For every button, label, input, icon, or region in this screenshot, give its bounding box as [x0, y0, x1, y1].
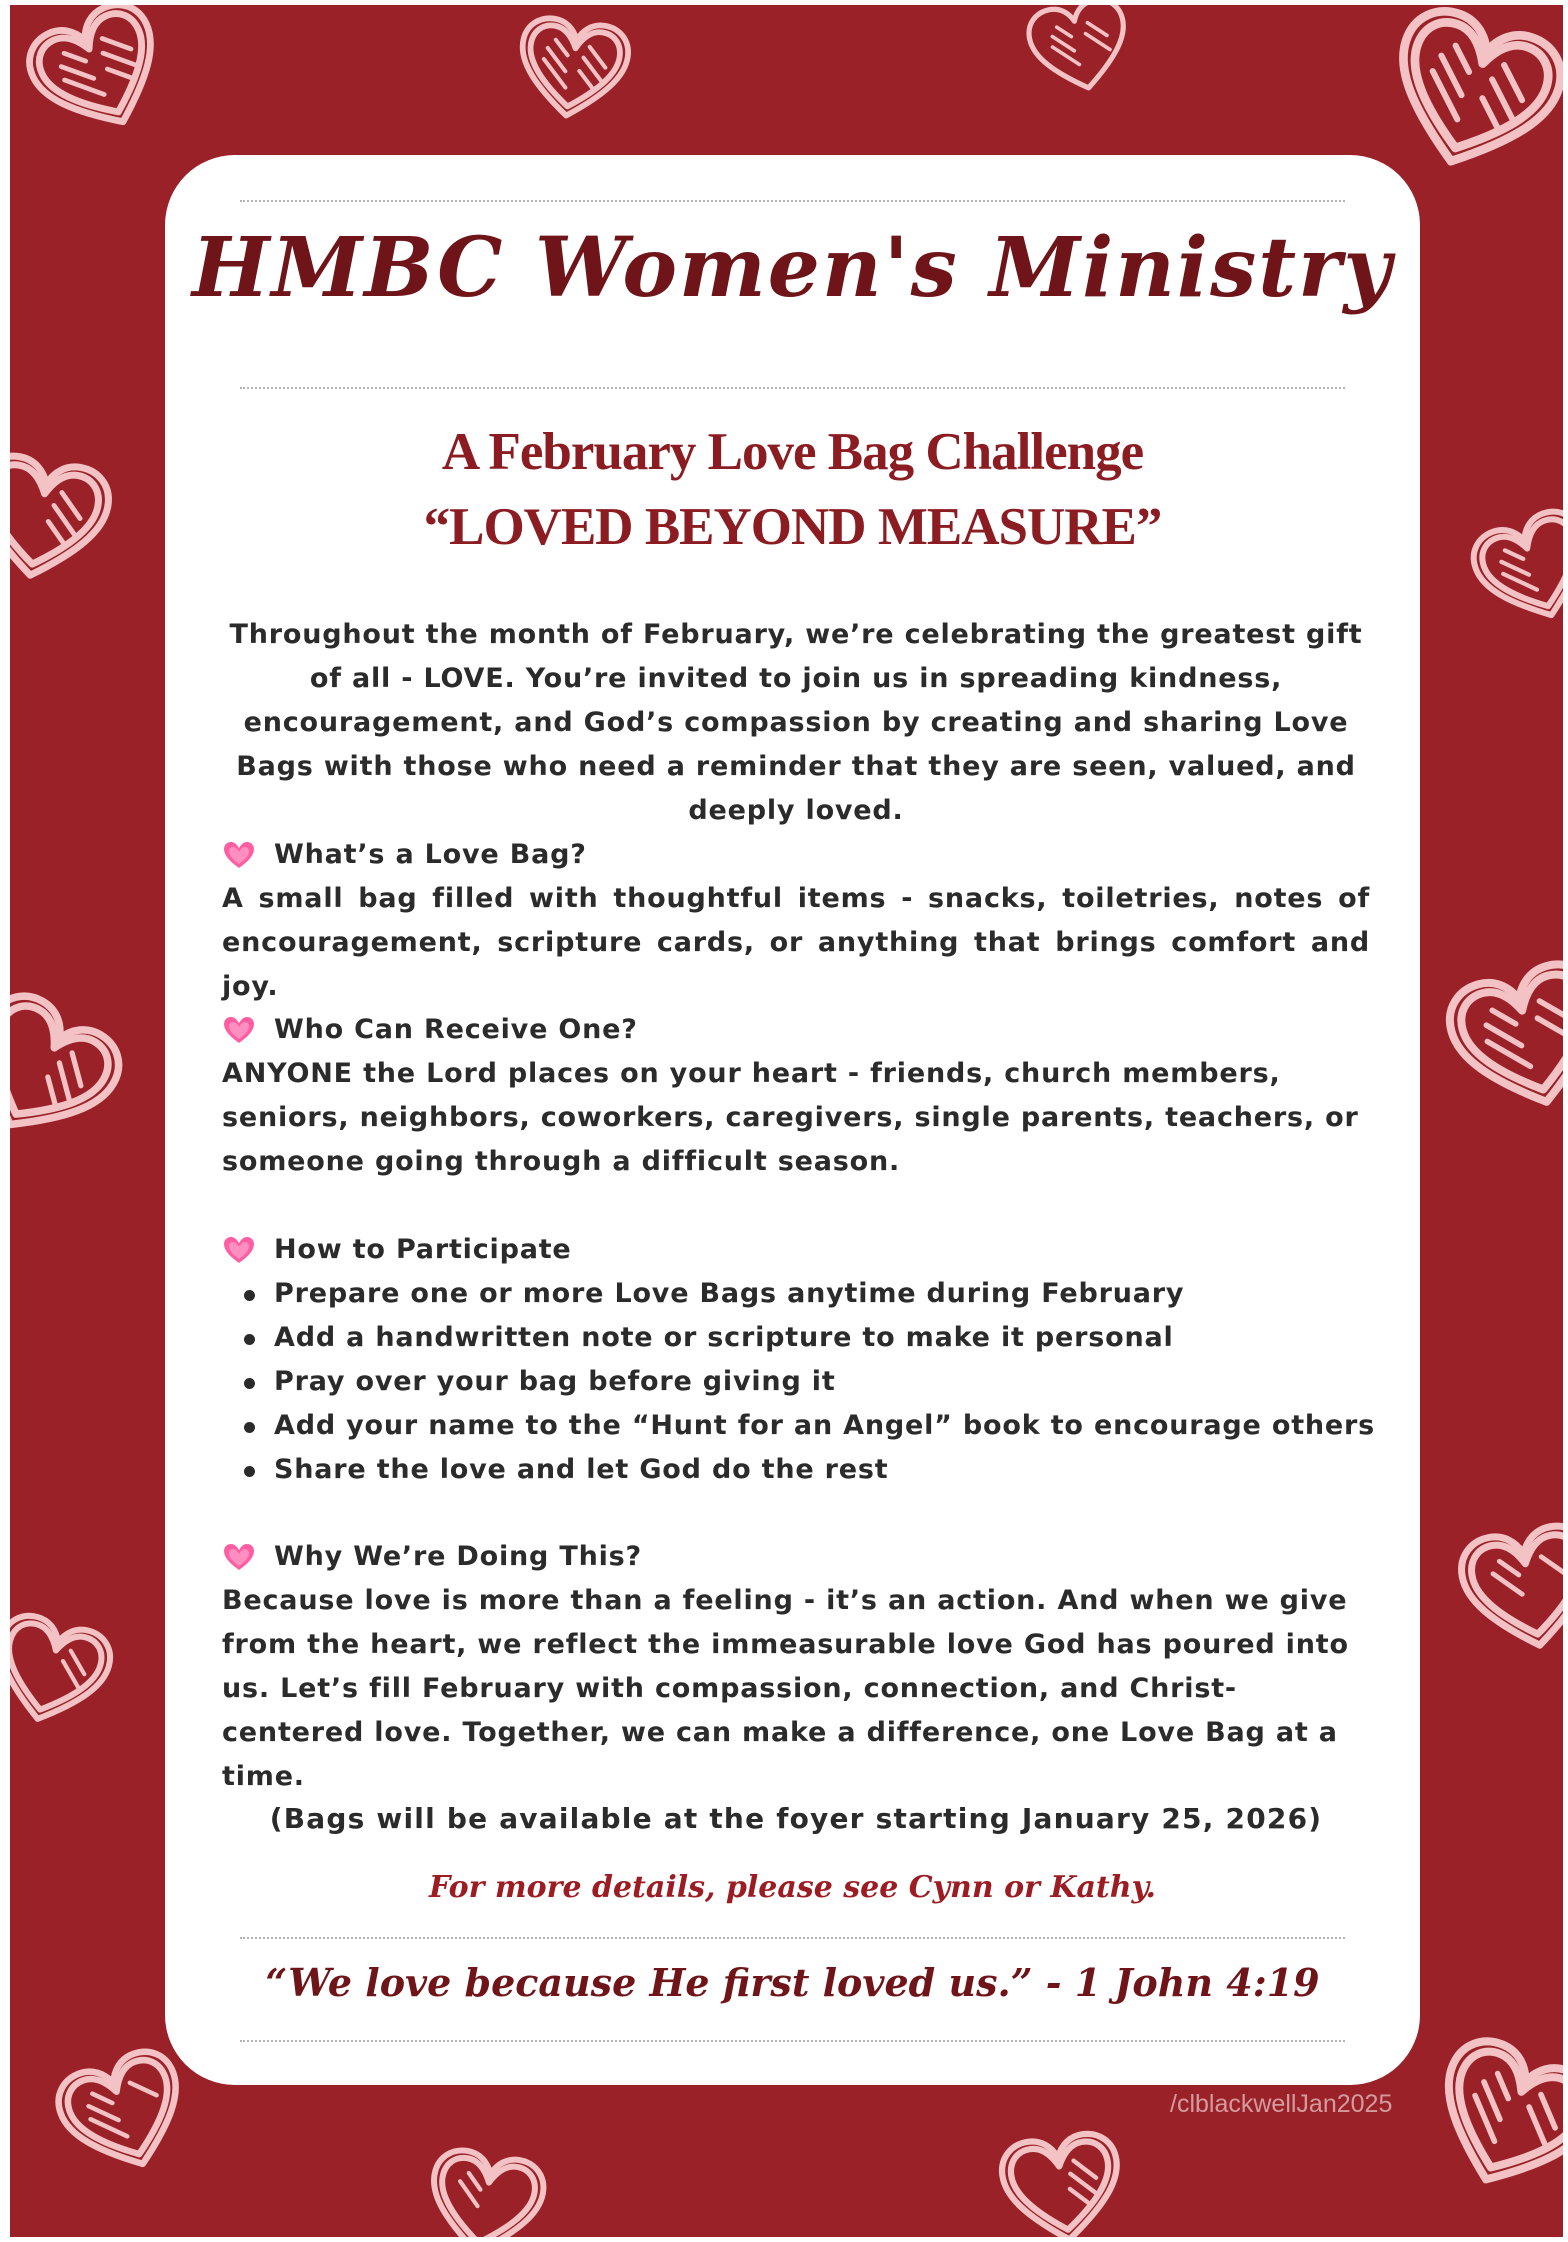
- section-why: [222, 1535, 1370, 1799]
- list-item-text: Add a handwritten note or scripture to make it personal: [274, 1322, 1174, 1353]
- section-text: A small bag filled with thoughtful items - snacks, toiletries, notes of encouragement, scripture cards, or anything that brings comfort and joy.: [222, 883, 1370, 1002]
- title-divider: [240, 387, 1345, 389]
- section-heading: [222, 1008, 1370, 1052]
- list-item-text: Share the love and let God do the rest: [274, 1454, 889, 1485]
- section-heading: [222, 1535, 1370, 1579]
- sketch-heart-icon: [1365, 5, 1563, 198]
- challenge-title-line1: A February Love Bag Challenge: [441, 423, 1144, 481]
- pink-heart-emoji-icon: [222, 1015, 256, 1045]
- intro-paragraph: Throughout the month of February, we’re celebrating the greatest gift of all - LOVE. You’re invited to join us in spreading kindness, encouragement, and God’s compassion by creating and sharing Love Bags with those who need a reminder that they are seen, valued, and deeply loved.: [229, 619, 1363, 826]
- section-who: [222, 1008, 1370, 1184]
- sketch-heart-icon: [1431, 937, 1563, 1143]
- top-divider: [240, 200, 1345, 202]
- sketch-heart-icon: [1450, 1514, 1563, 1666]
- pink-heart-emoji-icon: [222, 1235, 256, 1265]
- list-item: [244, 1404, 1376, 1448]
- poster-background: [10, 5, 1563, 2237]
- bullet-dot: [244, 1378, 255, 1389]
- verse-top-divider: [240, 1937, 1345, 1939]
- bullet-dot: [244, 1290, 255, 1301]
- sketch-heart-icon: [10, 5, 190, 159]
- list-item: [244, 1316, 1370, 1360]
- bullet-dot: [244, 1422, 255, 1433]
- sketch-heart-icon: [508, 8, 637, 133]
- page-title: HMBC Women's Ministry: [192, 220, 1393, 316]
- sketch-heart-icon: [1404, 2011, 1563, 2229]
- pink-heart-emoji-icon: [222, 1542, 256, 1572]
- section-heading-text: Who Can Receive One?: [274, 1014, 638, 1045]
- scripture-verse: “We love because He first loved us.” - 1 John 4:19: [265, 1960, 1320, 2005]
- content-card: [165, 155, 1420, 2085]
- availability-note: (Bags will be available at the foyer starting January 25, 2026): [269, 1802, 1323, 1835]
- list-item-text: Add your name to the “Hunt for an Angel” book to encourage others: [274, 1410, 1376, 1441]
- section-heading-text: What’s a Love Bag?: [274, 839, 587, 870]
- section-how: [222, 1228, 1376, 1492]
- section-heading-text: How to Participate: [274, 1234, 572, 1265]
- section-heading: [222, 1228, 1370, 1272]
- sketch-heart-icon: [1453, 479, 1563, 661]
- sketch-heart-icon: [10, 1601, 123, 1743]
- list-item-text: Pray over your bag before giving it: [274, 1366, 836, 1397]
- sketch-heart-icon: [1011, 5, 1148, 106]
- section-heading: [222, 833, 1370, 877]
- list-item: [244, 1360, 1370, 1404]
- watermark: /clblackwellJan2025: [1170, 2090, 1393, 2118]
- sketch-heart-icon: [10, 444, 120, 596]
- list-item-text: Prepare one or more Love Bags anytime during February: [274, 1278, 1185, 1309]
- bullet-dot: [244, 1466, 255, 1477]
- sketch-heart-icon: [992, 2117, 1134, 2237]
- sketch-heart-icon: [411, 2140, 558, 2237]
- list-item: [244, 1448, 1370, 1492]
- bullet-dot: [244, 1334, 255, 1345]
- section-text: Because love is more than a feeling - it’s an action. And when we give from the heart, we reflect the immeasurable love God has poured into us. Let’s fill February with compassion, connection, and Christ-centered love. Together, we can make a difference, one Love Bag at a time.: [222, 1585, 1349, 1792]
- challenge-title-line2: “LOVED BEYOND MEASURE”: [423, 498, 1162, 556]
- pink-heart-emoji-icon: [222, 840, 256, 870]
- section-heading-text: Why We’re Doing This?: [274, 1541, 643, 1572]
- contact-details: For more details, please see Cynn or Kathy.: [428, 1870, 1157, 1905]
- verse-bottom-divider: [240, 2040, 1345, 2042]
- challenge-title: [165, 415, 1420, 565]
- section-text: ANYONE the Lord places on your heart - friends, church members, seniors, neighbors, coworkers, caregivers, single parents, teachers, or someone going through a difficult season.: [222, 1058, 1359, 1177]
- participation-list: [222, 1272, 1376, 1492]
- section-what: [222, 833, 1370, 1009]
- sketch-heart-icon: [10, 964, 146, 1182]
- list-item: [244, 1272, 1370, 1316]
